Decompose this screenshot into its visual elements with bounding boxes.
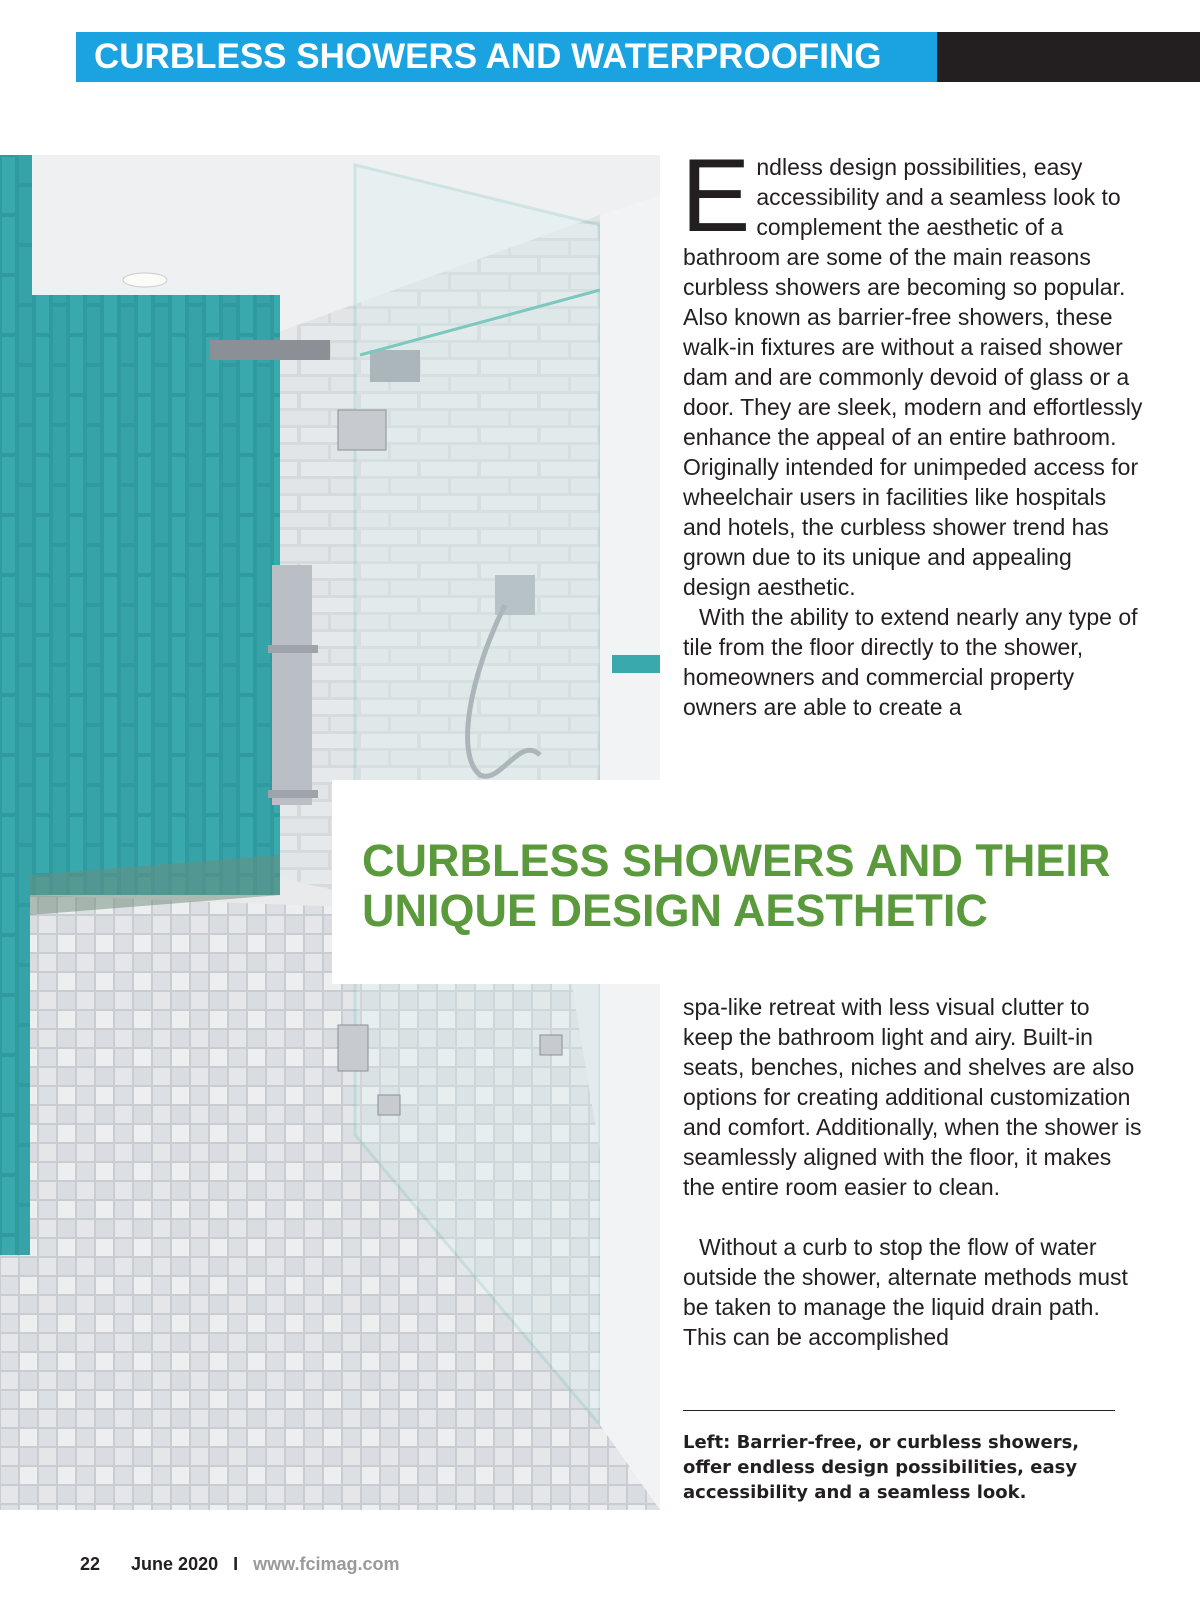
body-column-bottom bbox=[683, 992, 1143, 1352]
website-link[interactable]: www.fcimag.com bbox=[253, 1554, 400, 1574]
paragraph-intro bbox=[681, 138, 1143, 602]
drop-cap: E bbox=[681, 138, 751, 254]
article-headline: CURBLESS SHOWERS AND THEIR UNIQUE DESIGN AESTHETIC bbox=[362, 835, 1111, 936]
body-column-top bbox=[681, 138, 1143, 722]
paragraph-intro-text: ndless design possibilities, easy accessibility and a seamless look to complement the aesthetic of a bathroom are some of the main reasons curbless showers are becoming so popular. Also known as barrier-free showers, these walk-in fixtures are without a raised shower dam and are commonly devoid of glass or a door. They are sleek, modern and effortlessly enhance the appeal of an entire bathroom. Originally intended for unimpeded access for wheelchair users in facilities like hospitals and hotels, the curbless shower trend has grown due to its unique and appealing design aesthetic. bbox=[683, 154, 1143, 600]
caption-divider bbox=[683, 1410, 1115, 1411]
page-number: 22 bbox=[80, 1554, 101, 1574]
paragraph-drainage: Without a curb to stop the flow of water outside the shower, alternate methods must be taken to manage the liquid drain path. This can be accomplished bbox=[683, 1234, 1128, 1350]
paragraph-tile-end: spa-like retreat with less visual clutter to keep the bathroom light and airy. Built-in seats, benches, niches and shelves are also options for creating additional customization and comfort. Additionally, when the shower is seamlessly aligned with the floor, it makes the entire room easier to clean. bbox=[683, 994, 1142, 1200]
section-title: CURBLESS SHOWERS AND WATERPROOFING bbox=[94, 37, 882, 76]
photo-caption: Left: Barrier-free, or curbless showers, offer endless design possibilities, easy accessibility and a seamless look. bbox=[683, 1432, 1080, 1503]
paragraph-tile-start: With the ability to extend nearly any type of tile from the floor directly to the shower, homeowners and commercial property owners are able to create a bbox=[683, 604, 1138, 720]
footer-separator: I bbox=[233, 1554, 239, 1574]
page-footer bbox=[80, 1552, 400, 1576]
issue-date: June 2020 bbox=[131, 1554, 219, 1574]
paragraph-gap bbox=[683, 1202, 1143, 1232]
